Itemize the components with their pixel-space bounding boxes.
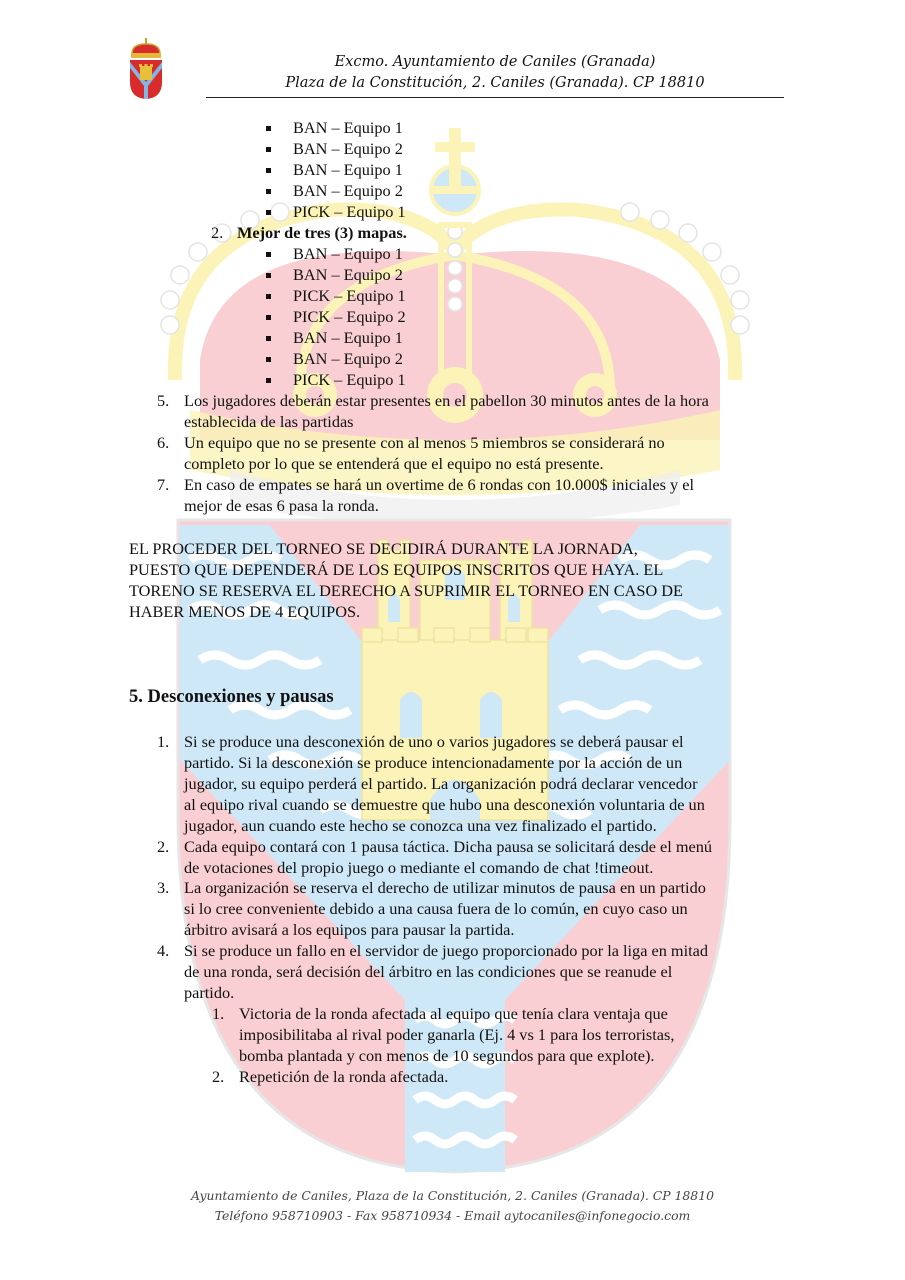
rule-text: Un equipo que no se presente con al menos 5 miembros se considerará no [184, 433, 665, 452]
rule-text: Los jugadores deberán estar presentes en el pabellon 30 minutos antes de la hora [184, 391, 709, 410]
letterhead-title: Excmo. Ayuntamiento de Caniles (Granada) [334, 54, 656, 70]
letterhead [206, 52, 784, 94]
subitem-number: 2. [212, 1067, 225, 1086]
subitem-text: imposibilitaba al rival poder ganarla (Ej. 4 vs 1 para los terroristas, [239, 1025, 675, 1044]
rule-text: completo por lo que se entenderá que el equipo no está presente. [184, 454, 604, 473]
notice-line: PUESTO QUE DEPENDERÁ DE LOS EQUIPOS INSCRITOS QUE HAYA. EL [129, 560, 664, 579]
item-text: Si se produce un fallo en el servidor de juego proporcionado por la liga en mitad [184, 941, 709, 960]
bullet-icon [266, 378, 271, 383]
item-number: 3. [157, 878, 170, 897]
subitem-text: bomba plantada y con menos de 10 segundos para que explote). [239, 1046, 655, 1065]
list-item: BAN – Equipo 1 [293, 118, 403, 137]
page-footer [150, 1186, 755, 1226]
item-text: La organización se reserva el derecho de utilizar minutos de pausa en un partido [184, 878, 706, 897]
bullet-icon [266, 315, 271, 320]
item-number: 4. [157, 941, 170, 960]
item-text: Si se produce una desconexión de uno o varios jugadores se deberá pausar el [184, 732, 684, 751]
footer-contact: Teléfono 958710903 - Fax 958710934 - Email aytocaniles@infonegocio.com [214, 1208, 691, 1223]
footer-address: Ayuntamiento de Caniles, Plaza de la Constitución, 2. Caniles (Granada). CP 18810 [191, 1188, 714, 1203]
item-text: jugador, aun cuando este hecho se conozca una vez finalizado el partido. [184, 816, 657, 835]
item-text: al equipo rival cuando se demuestre que hubo una desconexión voluntaria de un [184, 795, 705, 814]
list-title: Mejor de tres (3) mapas. [237, 223, 407, 242]
list-item: PICK – Equipo 1 [293, 286, 406, 305]
item-text: de votaciones del propio juego o mediante el comando de chat !timeout. [184, 858, 654, 877]
bullet-icon [266, 126, 271, 131]
item-number: 2. [157, 837, 170, 856]
list-item: BAN – Equipo 2 [293, 139, 403, 158]
item-text: árbitro avisará a los equipos para pausar la partida. [184, 920, 515, 939]
bullet-icon [266, 273, 271, 278]
notice-line: HABER MENOS DE 4 EQUIPOS. [129, 602, 361, 621]
bullet-icon [266, 336, 271, 341]
coat-of-arms-logo-icon [126, 38, 166, 100]
list-item: BAN – Equipo 2 [293, 265, 403, 284]
item-number: 1. [157, 732, 170, 751]
rule-number: 6. [157, 433, 170, 452]
header-divider [206, 97, 784, 98]
rule-text: mejor de esas 6 pasa la ronda. [184, 496, 379, 515]
item-text: partido. [184, 983, 235, 1002]
notice-line: TORENO SE RESERVA EL DERECHO A SUPRIMIR EL TORNEO EN CASO DE [129, 581, 683, 600]
bullet-icon [266, 252, 271, 257]
bullet-icon [266, 189, 271, 194]
rule-text: En caso de empates se hará un overtime de 6 rondas con 10.000$ iniciales y el [184, 475, 694, 494]
list-item: PICK – Equipo 1 [293, 202, 406, 221]
bullet-icon [266, 210, 271, 215]
item-text: si lo cree conveniente debido a una causa fuera de lo común, en cuyo caso un [184, 899, 688, 918]
list-item: BAN – Equipo 1 [293, 244, 403, 263]
list-item: BAN – Equipo 1 [293, 328, 403, 347]
item-text: de una ronda, será decisión del árbitro en las condiciones que se reanude el [184, 962, 673, 981]
bullet-icon [266, 147, 271, 152]
rule-text: establecida de las partidas [184, 412, 354, 431]
item-text: Cada equipo contará con 1 pausa táctica. Dicha pausa se solicitará desde el menú [184, 837, 713, 856]
list-item: PICK – Equipo 1 [293, 370, 406, 389]
rule-number: 7. [157, 475, 170, 494]
list-item: BAN – Equipo 2 [293, 349, 403, 368]
notice-line: EL PROCEDER DEL TORNEO SE DECIDIRÁ DURANTE LA JORNADA, [129, 539, 638, 558]
item-text: jugador, su equipo perderá el partido. La organización podrá declarar vencedor [184, 774, 698, 793]
letterhead-address: Plaza de la Constitución, 2. Caniles (Granada). CP 18810 [285, 75, 705, 91]
bullet-icon [266, 294, 271, 299]
list-item: BAN – Equipo 1 [293, 160, 403, 179]
list-number: 2. [211, 223, 224, 242]
section-heading: 5. Desconexiones y pausas [129, 687, 334, 707]
subitem-number: 1. [212, 1004, 225, 1023]
subitem-text: Repetición de la ronda afectada. [239, 1067, 449, 1086]
subitem-text: Victoria de la ronda afectada al equipo que tenía clara ventaja que [239, 1004, 668, 1023]
list-item: BAN – Equipo 2 [293, 181, 403, 200]
bullet-icon [266, 168, 271, 173]
bullet-icon [266, 357, 271, 362]
list-item: PICK – Equipo 2 [293, 307, 406, 326]
rule-number: 5. [157, 391, 170, 410]
item-text: partido. Si la desconexión se produce intencionadamente por la acción de un [184, 753, 683, 772]
